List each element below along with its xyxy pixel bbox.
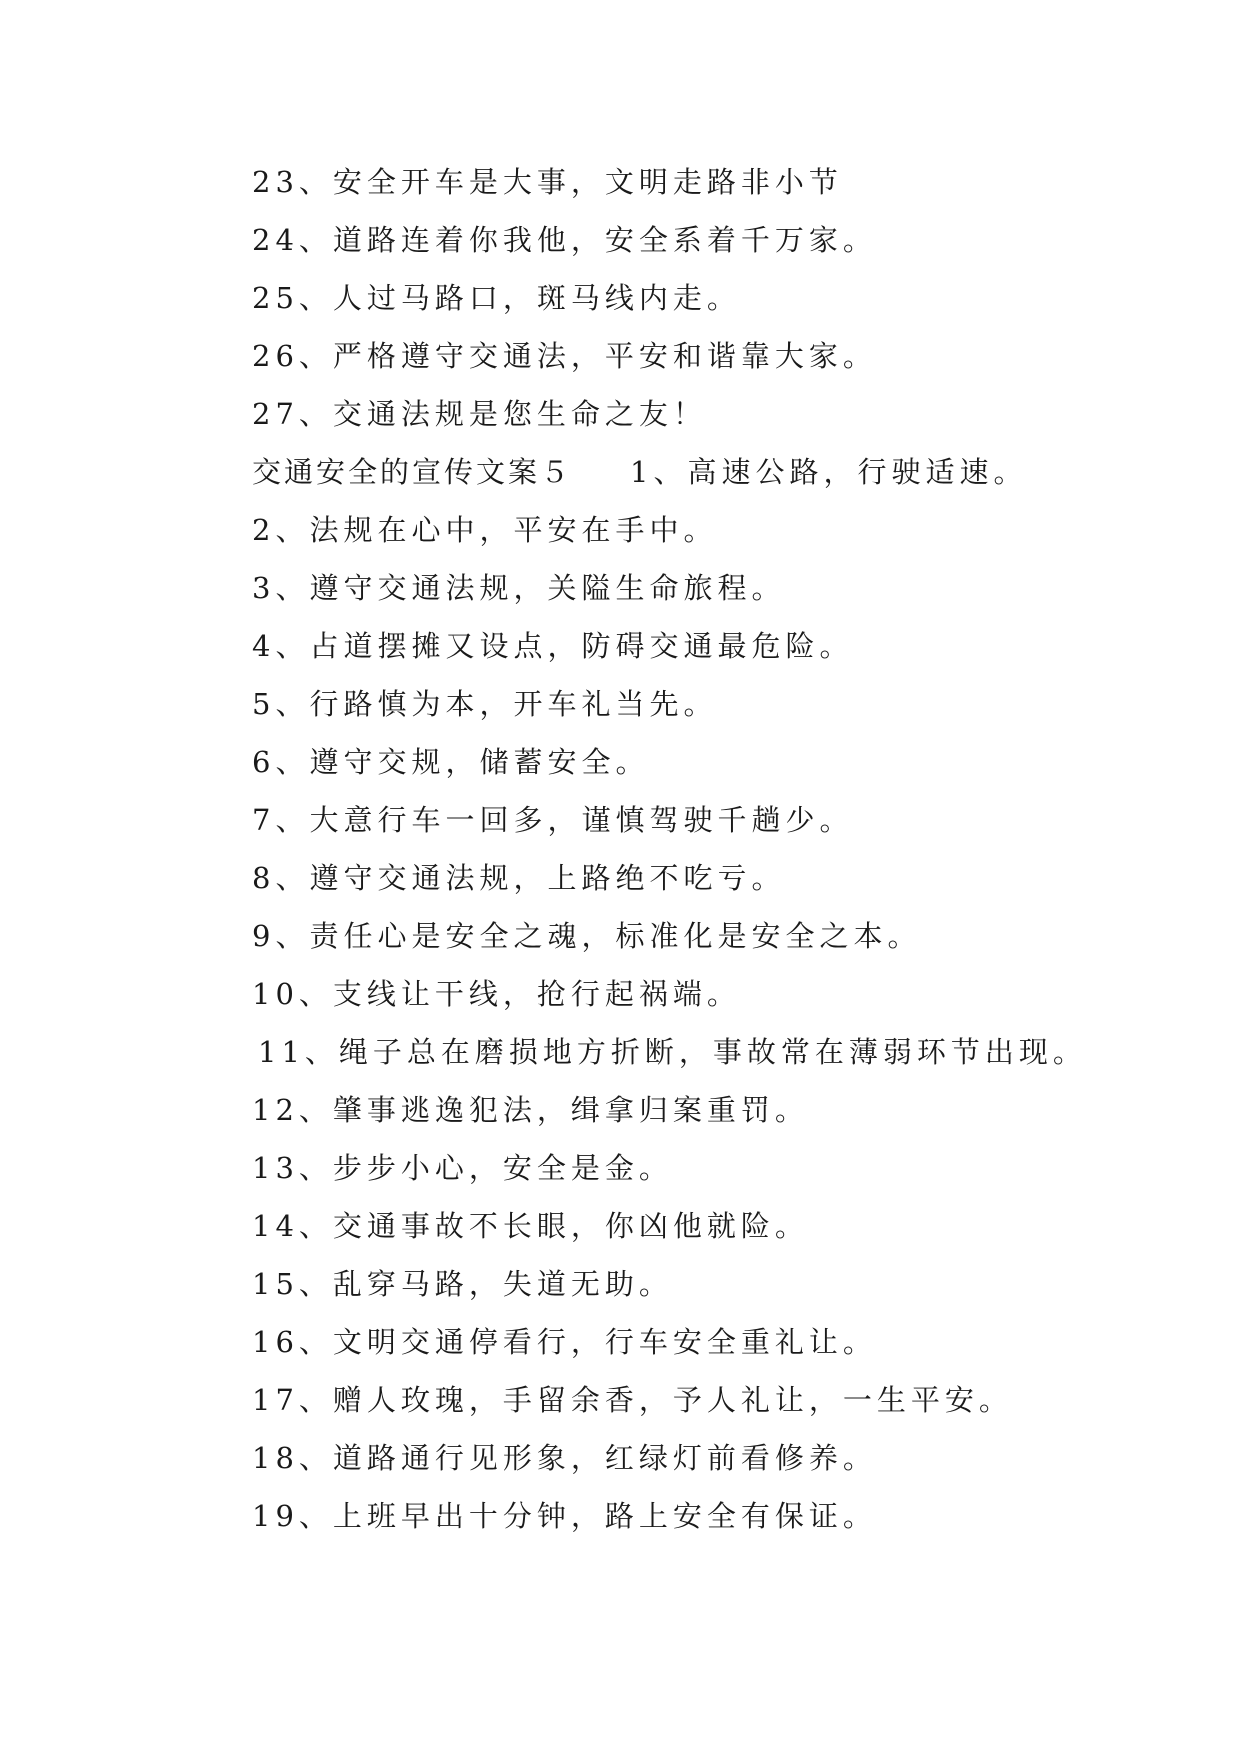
section-heading: 交通安全的宣传文案５ bbox=[252, 455, 573, 489]
list-item: 15、乱穿马路，失道无助。 bbox=[252, 1267, 673, 1301]
list-item: 4、占道摆摊又设点，防碍交通最危险。 bbox=[252, 629, 854, 663]
section-heading-line bbox=[252, 443, 1152, 501]
list-item: 24、道路连着你我他，安全系着千万家。 bbox=[252, 223, 877, 257]
list-item: 7、大意行车一回多，谨慎驾驶千趟少。 bbox=[252, 803, 854, 837]
list-item: 26、严格遵守交通法，平安和谐靠大家。 bbox=[252, 339, 877, 373]
list-item: 13、步步小心，安全是金。 bbox=[252, 1151, 673, 1185]
list-item: 3、遵守交通法规，关隘生命旅程。 bbox=[252, 571, 786, 605]
list-item: 19、上班早出十分钟，路上安全有保证。 bbox=[252, 1499, 877, 1533]
list-item: 23、安全开车是大事，文明走路非小节 bbox=[252, 165, 843, 199]
list-item: 27、交通法规是您生命之友！ bbox=[252, 397, 707, 431]
list-item: 16、文明交通停看行，行车安全重礼让。 bbox=[252, 1325, 877, 1359]
document-body bbox=[252, 153, 1152, 1545]
list-item: 2、法规在心中，平安在手中。 bbox=[252, 513, 718, 547]
list-item: 6、遵守交规，储蓄安全。 bbox=[252, 745, 650, 779]
list-item: 1、高速公路，行驶适速。 bbox=[630, 455, 1028, 489]
list-item: 10、支线让干线，抢行起祸端。 bbox=[252, 977, 741, 1011]
list-item: 17、赠人玫瑰，手留余香，予人礼让，一生平安。 bbox=[252, 1383, 1013, 1417]
list-item: 25、人过马路口，斑马线内走。 bbox=[252, 281, 741, 315]
list-item: 14、交通事故不长眼，你凶他就险。 bbox=[252, 1209, 809, 1243]
list-item: 8、遵守交通法规，上路绝不吃亏。 bbox=[252, 861, 786, 895]
list-item: 9、责任心是安全之魂，标准化是安全之本。 bbox=[252, 919, 922, 953]
list-item: 18、道路通行见形象，红绿灯前看修养。 bbox=[252, 1441, 877, 1475]
list-item: 12、肇事逃逸犯法，缉拿归案重罚。 bbox=[252, 1093, 809, 1127]
list-item: 5、行路慎为本，开车礼当先。 bbox=[252, 687, 718, 721]
list-item: 11、绳子总在磨损地方折断，事故常在薄弱环节出现。 bbox=[258, 1035, 1087, 1069]
